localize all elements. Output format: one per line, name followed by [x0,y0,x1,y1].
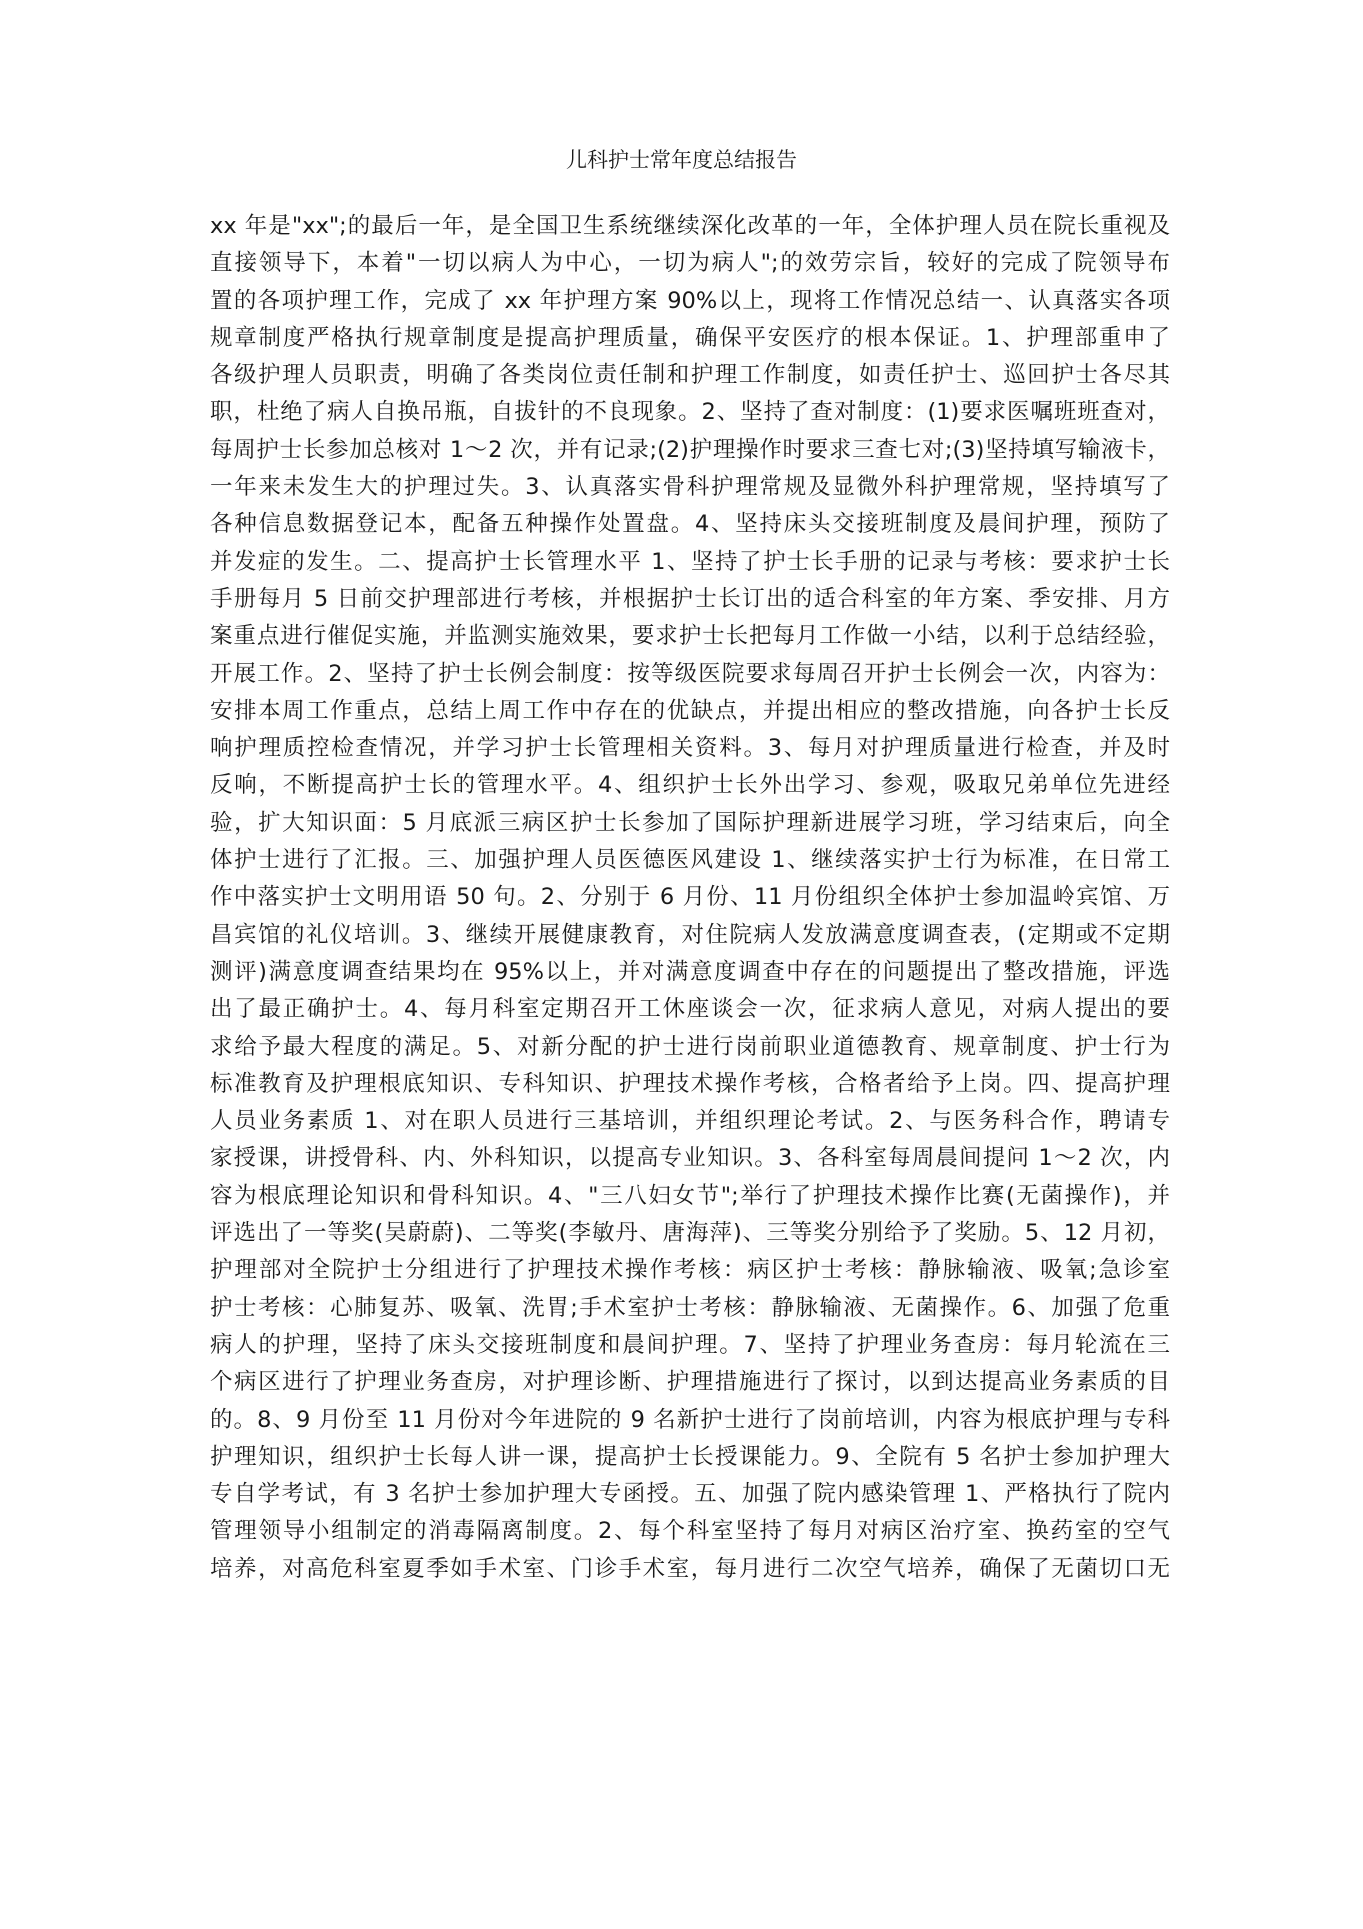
body-text-line: 护理知识，组织护士长每人讲一课，提高护士长授课能力。9、全院有 5 名护士参加护理大 [210,1443,1170,1470]
body-text-line: 评选出了一等奖(吴蔚蔚)、二等奖(李敏丹、唐海萍)、三等奖分别给予了奖励。5、12 月初， [210,1220,1170,1247]
body-text-line: 培养，对高危科室夏季如手术室、门诊手术室，每月进行二次空气培养，确保了无菌切口无 [210,1555,1170,1582]
body-text-line: 反响，不断提高护士长的管理水平。4、组织护士长外出学习、参观，吸取兄弟单位先进经 [210,772,1170,799]
body-text-line: 直接领导下，本着"一切以病人为中心，一切为病人";的效劳宗旨，较好的完成了院领导布 [210,250,1170,277]
body-text-line: 管理领导小组制定的消毒隔离制度。2、每个科室坚持了每月对病区治疗室、换药室的空气 [210,1518,1170,1545]
body-text-line: 各种信息数据登记本，配备五种操作处置盘。4、坚持床头交接班制度及晨间护理，预防了 [210,511,1170,538]
body-text-line: 测评)满意度调查结果均在 95%以上，并对满意度调查中存在的问题提出了整改措施，评选 [210,958,1170,985]
body-text-line: 开展工作。2、坚持了护士长例会制度：按等级医院要求每周召开护士长例会一次，内容为： [210,660,1170,687]
body-text-line: 护士考核：心肺复苏、吸氧、洗胃;手术室护士考核：静脉输液、无菌操作。6、加强了危重 [210,1294,1170,1321]
body-text-line: 各级护理人员职责，明确了各类岗位责任制和护理工作制度，如责任护士、巡回护士各尽其 [210,362,1170,389]
body-text-line: 作中落实护士文明用语 50 句。2、分别于 6 月份、11 月份组织全体护士参加温岭宾馆、万 [210,884,1170,911]
body-text-line: 人员业务素质 1、对在职人员进行三基培训，并组织理论考试。2、与医务科合作，聘请专 [210,1108,1170,1135]
body-text-line: xx 年是"xx";的最后一年，是全国卫生系统继续深化改革的一年，全体护理人员在院长重视及 [210,213,1170,239]
body-text-line: 规章制度严格执行规章制度是提高护理质量，确保平安医疗的根本保证。1、护理部重申了 [210,324,1170,351]
body-text-line: 家授课，讲授骨科、内、外科知识，以提高专业知识。3、各科室每周晨间提问 1～2 次，内 [210,1145,1170,1172]
body-text-line: 并发症的发生。二、提高护士长管理水平 1、坚持了护士长手册的记录与考核：要求护士长 [210,548,1170,575]
body-text-line: 容为根底理论知识和骨科知识。4、"三八妇女节";举行了护理技术操作比赛(无菌操作)，并 [210,1182,1170,1209]
body-text-line: 的。8、9 月份至 11 月份对今年进院的 9 名新护士进行了岗前培训，内容为根底护理与专科 [210,1406,1170,1433]
document-body [210,208,1170,1588]
body-text-line: 专自学考试，有 3 名护士参加护理大专函授。五、加强了院内感染管理 1、严格执行了院内 [210,1481,1170,1508]
body-text-line: 响护理质控检查情况，并学习护士长管理相关资料。3、每月对护理质量进行检查，并及时 [210,735,1170,762]
body-text-line: 职，杜绝了病人自换吊瓶，自拔针的不良现象。2、坚持了查对制度：(1)要求医嘱班班查对， [210,399,1170,426]
body-text-line: 出了最正确护士。4、每月科室定期召开工休座谈会一次，征求病人意见，对病人提出的要 [210,996,1170,1023]
body-text-line: 案重点进行催促实施，并监测实施效果，要求护士长把每月工作做一小结，以利于总结经验， [210,623,1170,650]
body-text-line: 一年来未发生大的护理过失。3、认真落实骨科护理常规及显微外科护理常规，坚持填写了 [210,474,1170,501]
document-title: 儿科护士常年度总结报告 [566,148,797,172]
body-text-line: 安排本周工作重点，总结上周工作中存在的优缺点，并提出相应的整改措施，向各护士长反 [210,697,1170,724]
body-text-line: 求给予最大程度的满足。5、对新分配的护士进行岗前职业道德教育、规章制度、护士行为 [210,1033,1170,1060]
body-text-line: 置的各项护理工作，完成了 xx 年护理方案 90%以上，现将工作情况总结一、认真落实各项 [210,287,1170,314]
body-text-line: 手册每月 5 日前交护理部进行考核，并根据护士长订出的适合科室的年方案、季安排、月方 [210,585,1170,612]
body-text-line: 个病区进行了护理业务查房，对护理诊断、护理措施进行了探讨，以到达提高业务素质的目 [210,1369,1170,1396]
body-text-line: 标准教育及护理根底知识、专科知识、护理技术操作考核，合格者给予上岗。四、提高护理 [210,1070,1170,1097]
body-text-line: 体护士进行了汇报。三、加强护理人员医德医风建设 1、继续落实护士行为标准，在日常工 [210,847,1170,874]
body-text-line: 每周护士长参加总核对 1～2 次，并有记录;(2)护理操作时要求三查七对;(3)坚持填写输液卡， [210,436,1170,463]
body-text-line: 验，扩大知识面：5 月底派三病区护士长参加了国际护理新进展学习班，学习结束后，向全 [210,809,1170,836]
body-text-line: 昌宾馆的礼仪培训。3、继续开展健康教育，对住院病人发放满意度调查表，(定期或不定期 [210,921,1170,948]
body-text-line: 病人的护理，坚持了床头交接班制度和晨间护理。7、坚持了护理业务查房：每月轮流在三 [210,1331,1170,1358]
body-text-line: 护理部对全院护士分组进行了护理技术操作考核：病区护士考核：静脉输液、吸氧;急诊室 [210,1257,1170,1284]
